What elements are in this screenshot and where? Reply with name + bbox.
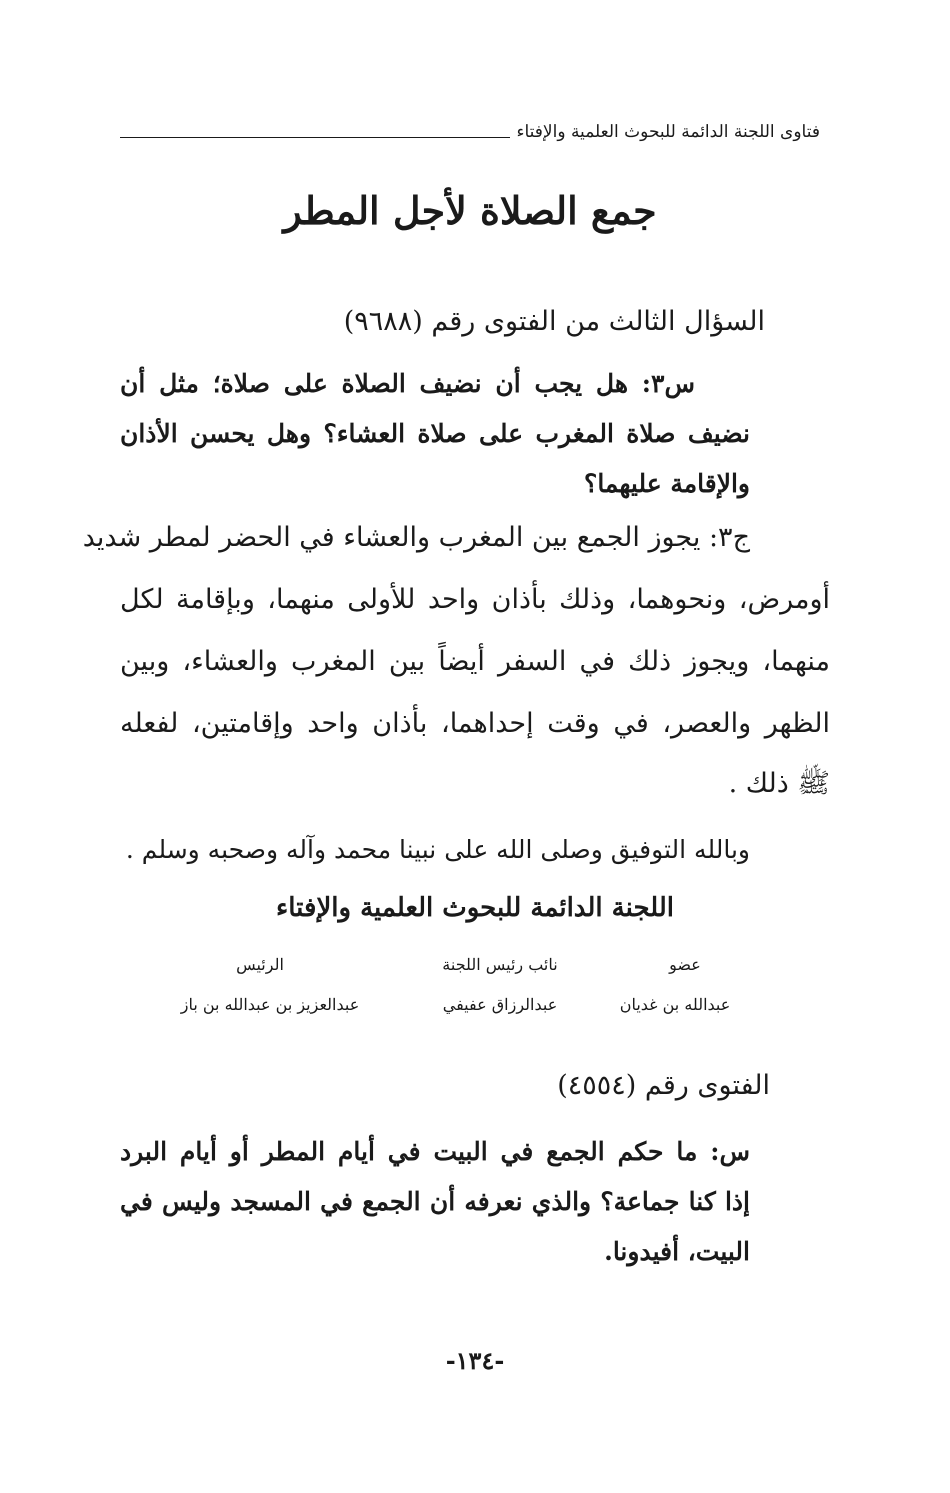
signature-name-chairman: عبدالعزيز بن عبدالله بن باز [180, 995, 360, 1014]
running-header-title: فتاوى اللجنة الدائمة للبحوث العلمية والإفتاء [516, 122, 820, 142]
fatwa1-question-line-3: والإقامة عليهما؟ [584, 469, 750, 498]
fatwa2-question-line-2: إذا كنا جماعة؟ والذي نعرفه أن الجمع في المسجد وليس في [120, 1187, 750, 1216]
fatwa1-heading: السؤال الثالث من الفتوى رقم (٩٦٨٨) [343, 306, 765, 337]
fatwa1-answer-line-1: ج٣: يجوز الجمع بين المغرب والعشاء في الحضر لمطر شديد [82, 522, 750, 553]
fatwa1-answer-line-2: أومرض، ونحوهما، وذلك بأذان واحد للأولى منهما، وبإقامة لكل [120, 584, 830, 615]
header-rule [120, 137, 510, 138]
fatwa2-question-line-3: البيت، أفيدونا. [604, 1237, 750, 1266]
fatwa1-answer-line-3: منهما، ويجوز ذلك في السفر أيضاً بين المغرب والعشاء، وبين [120, 646, 830, 677]
fatwa1-question-line-1: س٣: هل يجب أن نضيف الصلاة على صلاة؛ مثل أن [120, 369, 695, 398]
running-header [120, 112, 820, 142]
fatwa1-answer-line-4: الظهر والعصر، في وقت إحداهما، بأذان واحد وإقامتين، لفعله [120, 708, 830, 739]
fatwa1-answer-line-5: ﷺ ذلك . [728, 768, 830, 799]
page-number: -١٣٤- [445, 1346, 505, 1375]
signature-name-vice-chairman: عبدالرزاق عفيفي [442, 995, 558, 1014]
signature-role-vice-chairman: نائب رئيس اللجنة [442, 955, 558, 974]
page-title: جمع الصلاة لأجل المطر [283, 188, 657, 233]
fatwa1-question-line-2: نضيف صلاة المغرب على صلاة العشاء؟ وهل يحسن الأذان [120, 419, 750, 448]
fatwa2-heading: الفتوى رقم (٤٥٥٤) [557, 1070, 770, 1101]
fatwa2-question-line-1: س: ما حكم الجمع في البيت في أيام المطر أو أيام البرد [120, 1137, 750, 1166]
signature-role-chairman: الرئيس [236, 955, 284, 974]
fatwa1-closing: وبالله التوفيق وصلى الله على نبينا محمد وآله وصحبه وسلم . [125, 835, 750, 864]
signature-role-member: عضو [669, 955, 701, 974]
committee-name: اللجنة الدائمة للبحوث العلمية والإفتاء [276, 893, 674, 923]
signature-name-member: عبدالله بن غديان [619, 995, 731, 1014]
